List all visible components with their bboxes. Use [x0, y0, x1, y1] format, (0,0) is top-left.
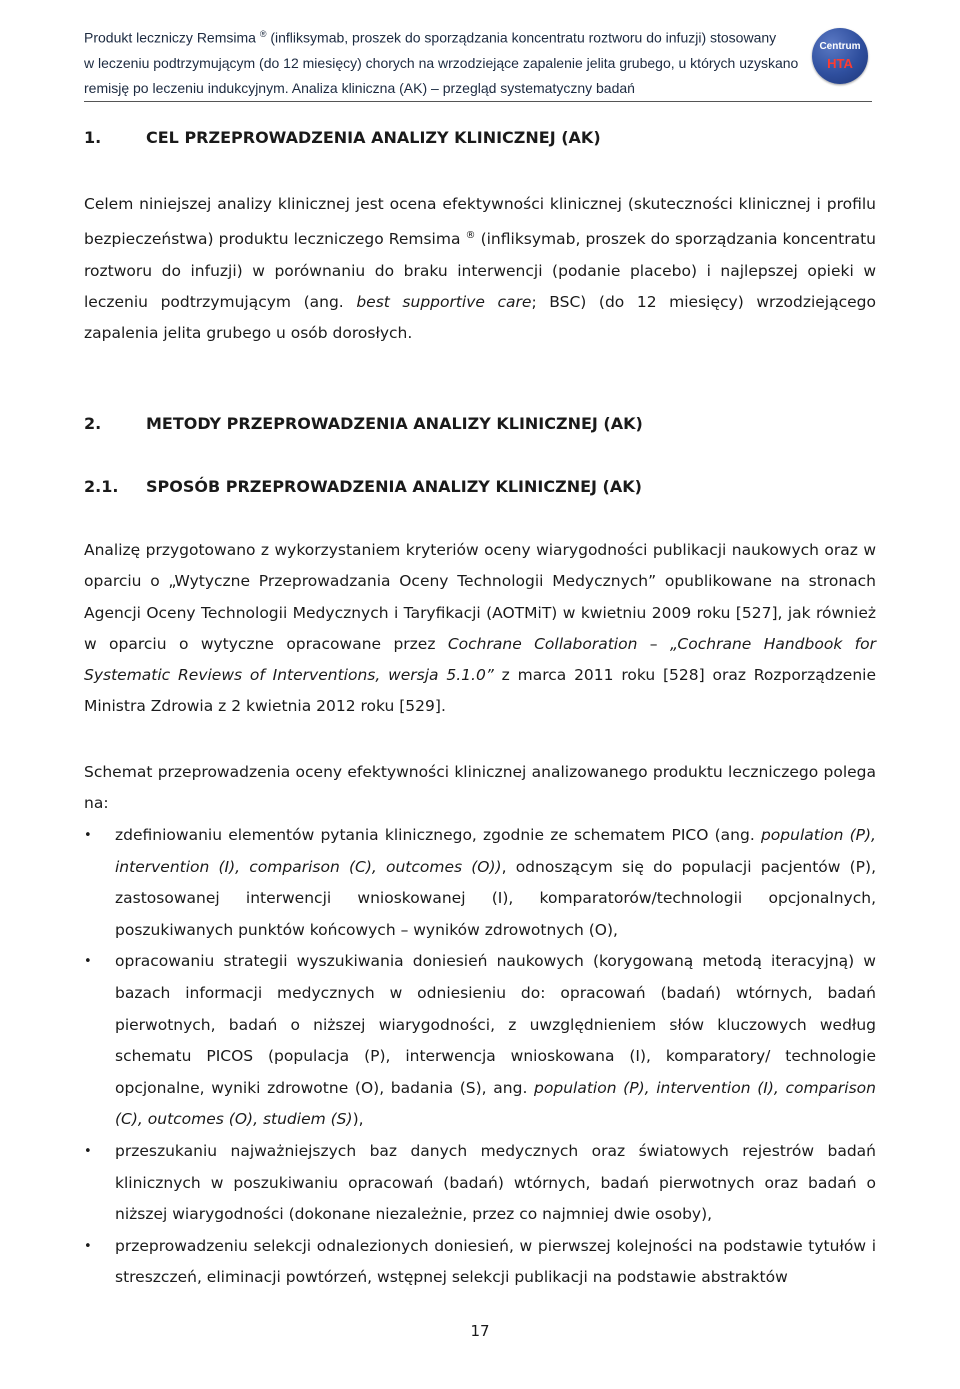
list-item [84, 820, 876, 946]
item-1-text-a: zdefiniowaniu elementów pytania klinicznego, zgodnie ze schematem PICO (ang. [115, 826, 761, 844]
schema-intro-paragraph: Schemat przeprowadzenia oceny efektywności klinicznej analizowanego produktu leczniczego polega na: [84, 763, 876, 813]
p2-italic-2: „Cochrane Handbook for Systematic Reviews of Interventions, wersja 5.1.0” [84, 634, 876, 685]
section-2-1-paragraph [84, 535, 876, 723]
list-item [84, 1231, 876, 1294]
p1-text-a: Celem niniejszej analizy klinicznej jest ocena efektywności klinicznej (skuteczności klinicznej i profilu bezpieczeństwa) produktu leczniczego Remsima [84, 195, 876, 249]
item-1-italic: population (P), intervention (I), comparison (C), outcomes (O)) [115, 826, 876, 876]
p2-text-a: Analizę przygotowano z wykorzystaniem kryteriów oceny wiarygodności publikacji naukowych oraz w oparciu o „Wytyczne Przeprowadzania Oceny Technologii Medycznych” opublikowane na stronach Agencji Oceny Technologii Medycznych i Taryfikacji (AOTMiT) w kwietniu 2009 roku [527], jak również w oparciu o wytyczne opracowane przez [84, 541, 876, 653]
header-line-3: remisję po leczeniu indukcyjnym. Analiza kliniczna (AK) – przegląd systematyczny badań [84, 79, 635, 96]
bullet-icon: • [84, 954, 92, 970]
header-line-1-rest: (infliksymab, proszek do sporządzania koncentratu roztworu do infuzji) stosowany [266, 29, 777, 46]
p2-italic-1: Cochrane Collaboration [447, 634, 638, 653]
item-2-italic: population (P), intervention (I), comparison (C), outcomes (O), studiem (S) [115, 1078, 876, 1129]
list-item [84, 946, 876, 1136]
header-line-2: w leczeniu podtrzymującym (do 12 miesięcy) chorych na wrzodziejące zapalenie jelita grubego, u których uzyskano [84, 54, 799, 71]
section-2-1-heading [84, 477, 642, 496]
item-1-text-b: , odnoszącym się do populacji pacjentów (P), zastosowanej interwencji wnioskowanej (I), komparatorów/technologii opcjonalnych, poszukiwanych punktów końcowych – wyników zdrowotnych (O), [115, 857, 876, 939]
header-line-1-text: Produkt leczniczy Remsima [84, 29, 256, 46]
section-2-heading [84, 414, 643, 433]
section-1-number: 1. [84, 128, 102, 147]
registered-mark: ® [465, 230, 476, 242]
header-line-1 [84, 22, 804, 51]
running-header [84, 22, 804, 101]
section-2-1-number: 2.1. [84, 477, 119, 496]
method-steps-list [84, 820, 876, 1294]
centrum-hta-logo [812, 28, 868, 84]
item-3-text: przeszukaniu najważniejszych baz danych medycznych oraz światowych rejestrów badań klinicznych w poszukiwaniu opracowań (badań) wtórnych, badań pierwotnych oraz badań o niższej wiarygodności (dokonane niezależnie, przez co najmniej dwie osoby), [115, 1141, 876, 1224]
bullet-icon: • [84, 1143, 92, 1159]
item-2-text-a: opracowaniu strategii wyszukiwania doniesień naukowych (korygowaną metodą iteracyjną) w bazach informacji medycznych w odniesieniu do: opracowań (badań) wtórnych, badań pierwotnych, badań o niższej wiarygodności, z uwzględnieniem słów kluczowych według schematu PICOS (populacja (P), interwencja wnioskowana (I), komparatory/ technologie opcjonalne, wyniki zdrowotne (O), badania (S), ang. [115, 952, 876, 1097]
bullet-icon: • [84, 1238, 92, 1254]
header-divider [84, 101, 872, 102]
section-2-1-title: SPOSÓB PRZEPROWADZENIA ANALIZY KLINICZNEJ (AK) [146, 477, 642, 496]
section-2-number: 2. [84, 414, 102, 433]
section-1-paragraph [84, 189, 876, 350]
p1-italic: best supportive care [356, 293, 532, 312]
list-item [84, 1136, 876, 1231]
section-2-title: METODY PRZEPROWADZENIA ANALIZY KLINICZNEJ (AK) [146, 414, 643, 433]
item-2-text-b: ), [352, 1110, 364, 1129]
p1-text-c: ; BSC) (do 12 miesięcy) wrzodziejącego zapalenia jelita grubego u osób dorosłych. [84, 293, 876, 343]
section-1-title: CEL PRZEPROWADZENIA ANALIZY KLINICZNEJ (AK) [146, 128, 601, 147]
p2-text-b: – [637, 634, 670, 653]
p1-text-b: (infliksymab, proszek do sporządzania koncentratu roztworu do infuzji) w porównaniu do braku interwencji (podanie placebo) i najlepszej opieki w leczeniu podtrzymującym (ang. [84, 230, 876, 312]
section-1-heading [84, 128, 601, 147]
logo-text-hta: HTA [827, 55, 853, 71]
logo-text-centrum: Centrum [819, 40, 861, 52]
bullet-icon: • [84, 828, 92, 843]
registered-mark: ® [259, 29, 267, 39]
p2-text-c: z marca 2011 roku [528] oraz Rozporządzenie Ministra Zdrowia z 2 kwietnia 2012 roku [529]. [84, 666, 876, 716]
page-number: 17 [470, 1322, 490, 1340]
item-4-text: przeprowadzeniu selekcji odnalezionych doniesień, w pierwszej kolejności na podstawie tytułów i streszczeń, eliminacji powtórzeń, wstępnej selekcji publikacji na podstawie abstraktów [115, 1236, 876, 1287]
